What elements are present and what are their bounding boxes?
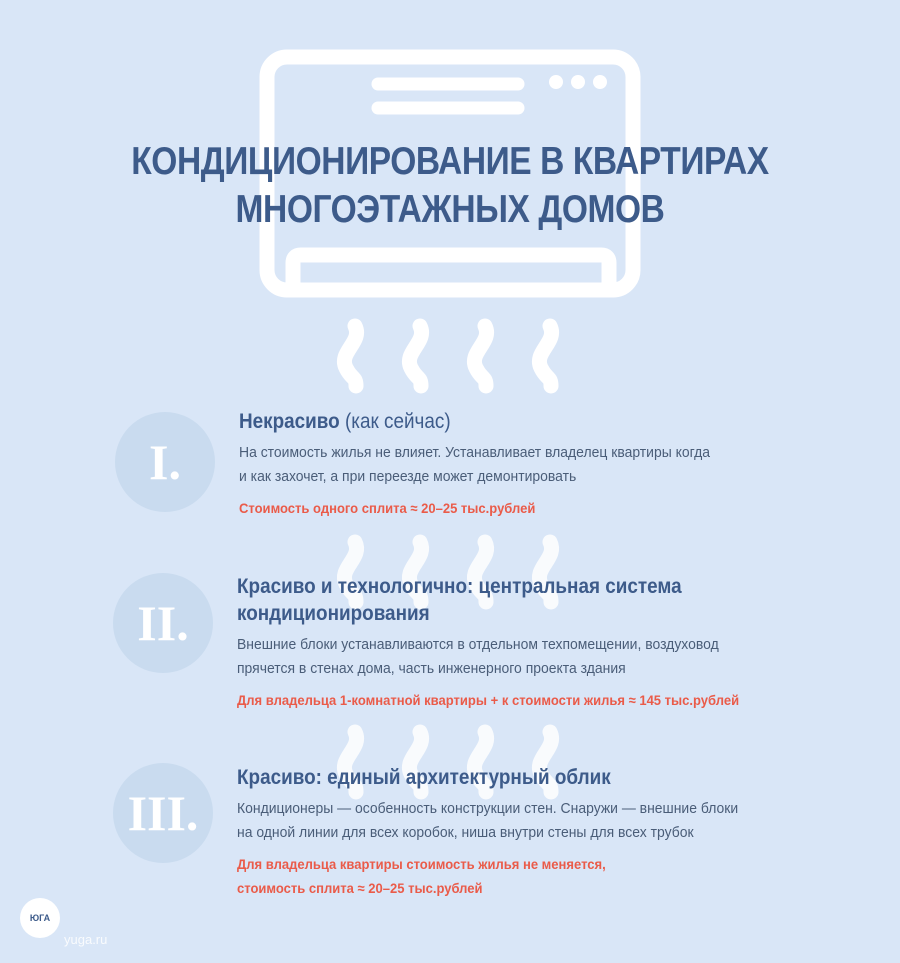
cost-line: стоимость сплита ≈ 20–25 тыс.рублей xyxy=(237,880,483,896)
cost-line: Для владельца квартиры стоимость жилья не меняется, xyxy=(237,856,606,872)
option-heading xyxy=(237,573,777,627)
option-cost xyxy=(237,852,795,900)
numeral-text: III. xyxy=(127,785,199,841)
option-1 xyxy=(239,408,839,520)
description-line: Кондиционеры — особенность конструкции стен. Снаружи — внешние блоки xyxy=(237,800,739,817)
option-3 xyxy=(237,764,837,900)
option-heading xyxy=(239,408,779,435)
ac-indicator-dot xyxy=(571,75,585,89)
description-line: и как захочет, а при переезде может демонтировать xyxy=(239,468,577,485)
option-description xyxy=(239,441,797,489)
airflow-waves-top xyxy=(344,326,551,386)
numeral-badge-1 xyxy=(115,412,215,512)
watermark-logo xyxy=(16,892,126,952)
option-description xyxy=(237,797,795,845)
logo-mark: ЮГА xyxy=(20,898,60,938)
option-heading-line: Красиво и технологично: центральная система xyxy=(237,575,682,598)
option-cost xyxy=(237,688,795,712)
description-line: На стоимость жилья не влияет. Устанавливает владелец квартиры когда xyxy=(239,444,711,461)
option-2 xyxy=(237,573,837,712)
cost-line: Для владельца 1-комнатной квартиры + к стоимости жилья ≈ 145 тыс.рублей xyxy=(237,692,740,708)
option-heading-text: Некрасиво xyxy=(239,410,340,433)
description-line: Внешние блоки устанавливаются в отдельном техпомещении, воздуховод xyxy=(237,636,719,653)
option-cost xyxy=(239,496,797,520)
option-description xyxy=(237,633,795,681)
logo-site: yuga.ru xyxy=(64,932,108,947)
page-title-line: КОНДИЦИОНИРОВАНИЕ В КВАРТИРАХ xyxy=(131,140,769,183)
numeral-badge-3 xyxy=(113,763,213,863)
page-title xyxy=(63,138,837,234)
option-heading-line: кондиционирования xyxy=(237,602,430,625)
ac-indicator-dot xyxy=(593,75,607,89)
description-line: на одной линии для всех коробок, ниша внутри стены для всех трубок xyxy=(237,824,694,841)
page-title-line: МНОГОЭТАЖНЫХ ДОМОВ xyxy=(235,188,665,231)
option-heading-text: Красиво: единый архитектурный облик xyxy=(237,766,611,789)
ac-indicator-dot xyxy=(549,75,563,89)
option-heading xyxy=(237,764,777,791)
option-heading-note: (как сейчас) xyxy=(344,410,451,433)
numeral-badge-2 xyxy=(113,573,213,673)
numeral-text: II. xyxy=(137,595,189,651)
description-line: прячется в стенах дома, часть инженерного проекта здания xyxy=(237,660,626,677)
cost-line: Стоимость одного сплита ≈ 20–25 тыс.рублей xyxy=(239,500,536,516)
numeral-text: I. xyxy=(149,434,181,490)
